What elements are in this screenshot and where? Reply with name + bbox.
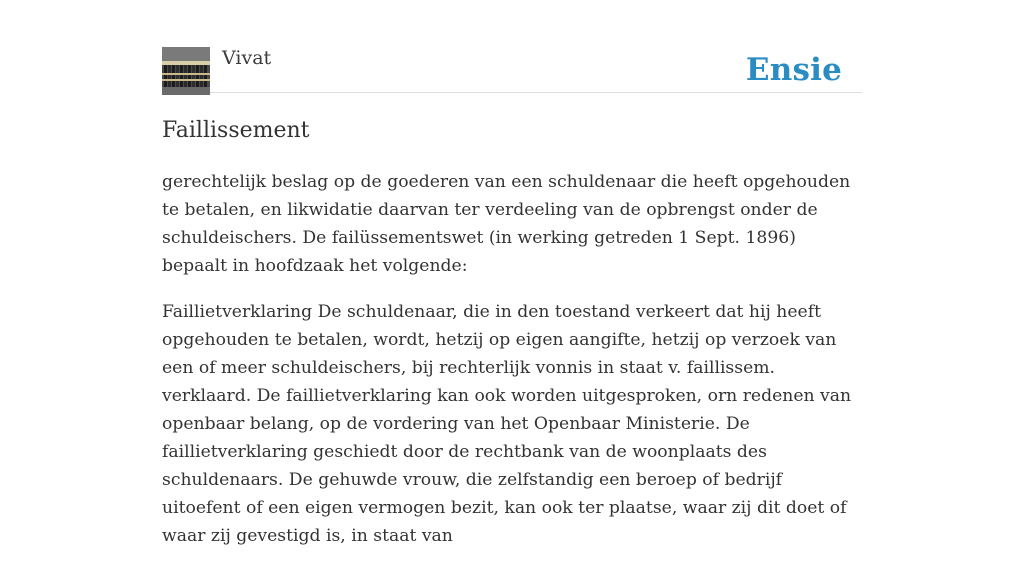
author-name[interactable]: Vivat: [222, 47, 272, 69]
page-container: [162, 0, 862, 546]
article-paragraph: gerechtelijk beslag op de goederen van een schuldenaar die heeft opgehouden te betalen, en likwidatie daarvan ter verdeeling van de opbrengst onder de schuldeischers. De failüssementswet (in werking getreden 1 Sept. 1896) bepaalt in hoofdzaak het volgende:: [162, 172, 851, 276]
article-paragraph: Faillietverklaring De schuldenaar, die in den toestand verkeert dat hij heeft opgehouden te betalen, wordt, hetzij op eigen aangifte, hetzij op verzoek van een of meer schuldeischers, bij rechterlijk vonnis in staat v. faillissem. verklaard. De faillietverklaring kan ook worden uitgesproken, orn redenen van openbaar belang, op de vordering van het Openbaar Ministerie. De faillietverklaring geschiedt door de rechtbank van de woonplaats des schuldenaars. De gehuwde vrouw, die zelfstandig een beroep of bedrijf uitoefent of een eigen vermogen bezit, kan ook ter plaatse, waar zij dit doet of waar zij gevestigd is, in staat van: [162, 302, 852, 546]
article-body: [162, 168, 862, 568]
header: [162, 0, 862, 93]
book-spines-avatar-icon: [162, 47, 210, 95]
author-avatar[interactable]: [162, 47, 210, 95]
page-title: Faillissement: [162, 118, 310, 143]
ensie-logo[interactable]: Ensie: [745, 52, 842, 88]
